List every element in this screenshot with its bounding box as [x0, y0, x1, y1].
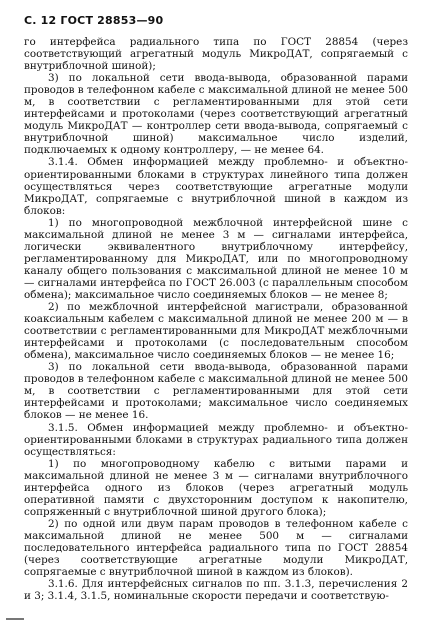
paragraph: 2) по одной или двум парам проводов в телефонном кабеле с максимальной длиной не менее 500 м — сигналами последовательного интерфейса радиального типа по ГОСТ 28854 (через соответствующие агрегатные модули МикроДАТ, сопрягаемые с внутриблочной шиной в каждом из блоков). — [24, 517, 408, 579]
scan-mark — [6, 618, 24, 620]
paragraph: 2) по межблочной интерфейсной магистрали, образованной коаксиальным кабелем с максимальной длиной не менее 200 м — в соответствии с регламентированными для МикроДАТ межблочными интерфейсами и протоколами (с последовательным способом обмена), максимальное число соединяемых блоков — не менее 16; — [24, 301, 408, 362]
paragraph: 3.1.6. Для интерфейсных сигналов по пп. 3.1.3, перечисления 2 и 3; 3.1.4, 3.1.5, номинальные скорости передачи и соответствую- — [24, 578, 408, 603]
paragraph: 3.1.5. Обмен информацией между проблемно- и объектно-ориентированными блоками в структурах радиального типа должен осуществляться: — [24, 421, 408, 458]
paragraph: 3) по локальной сети ввода-вывода, образованной парами проводов в телефонном кабеле с максимальной длиной не менее 500 м, в соответствии с регламентированными для этой сети интерфейсами и протоколами; максимальное число соединяемых блоков — не менее 16. — [24, 361, 408, 422]
page-header: С. 12 ГОСТ 28853—90 — [24, 14, 164, 27]
paragraph: 3.1.4. Обмен информацией между проблемно- и объектно-ориентированными блоками в структурах линейного типа должен осуществляться через соответствующие агрегатные модули МикроДАТ, сопрягаемые с внутриблочной шиной в каждом из блоков: — [24, 156, 408, 217]
document-body — [24, 36, 408, 602]
paragraph: 1) по многопроводному кабелю с витыми парами и максимальной длиной не менее 3 м — сигналами внутриблочного интерфейса одного из блоков (через агрегатный модуль оперативной памяти с двухсторонним доступом к накопителю, сопряженный с внутриблочной шиной другого блока); — [24, 457, 408, 518]
paragraph: го интерфейса радиального типа по ГОСТ 28854 (через соответствующий агрегатный модуль МикроДАТ, сопрягаемый с внутриблочной шиной); — [24, 36, 408, 73]
paragraph: 3) по локальной сети ввода-вывода, образованной парами проводов в телефонном кабеле с максимальной длиной не менее 500 м, в соответствии с регламентированными для этой сети интерфейсами и протоколами (через соответствующий агрегатный модуль МикроДАТ — контроллер сети ввода-вывода, сопрягаемый с внутриблочной шиной) максимальное число изделий, подключаемых к одному контроллеру, — не менее 64. — [24, 72, 408, 157]
paragraph: 1) по многопроводной межблочной интерфейсной шине с максимальной длиной не менее 3 м — сигналами интерфейса, логически эквивалентного внутриблочному интерфейсу, регламентированному для МикроДАТ, или по многопроводному каналу общего пользования с максимальной длиной не менее 10 м — сигналами интерфейса по ГОСТ 26.003 (с параллельным способом обмена); максимальное число соединяемых блоков — не менее 8; — [24, 216, 408, 301]
